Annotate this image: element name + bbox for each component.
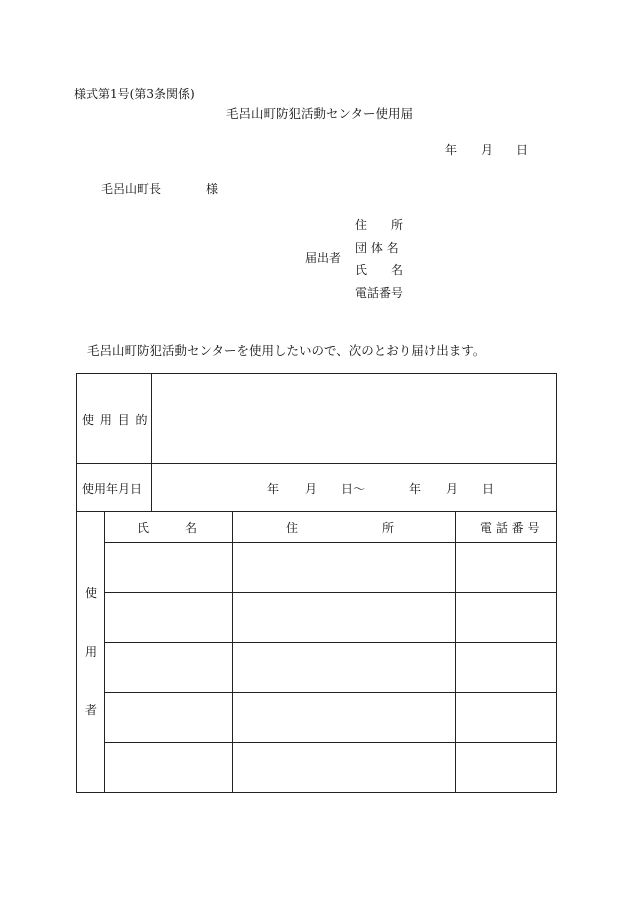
column-header-address: 住 所: [286, 521, 395, 535]
table-vline: [104, 511, 105, 792]
users-label-char: 者: [85, 703, 98, 717]
user-row-1-address[interactable]: [234, 544, 454, 591]
addressee-honorific: 様: [206, 182, 219, 196]
table-hline: [104, 542, 556, 543]
usage-table: [76, 373, 557, 793]
date-range-day-start: 日〜: [341, 482, 366, 496]
user-row-1-name[interactable]: [106, 544, 231, 591]
users-label-char: 使: [85, 586, 98, 600]
applicant-field-group-name: 団 体 名: [355, 241, 399, 255]
user-row-5-address[interactable]: [234, 744, 454, 791]
date-range-month-start: 月: [305, 482, 318, 496]
table-hline: [104, 592, 556, 593]
date-month-label: 月: [481, 143, 494, 157]
user-row-4-address[interactable]: [234, 694, 454, 741]
table-hline: [77, 463, 556, 464]
date-range-day-end: 日: [482, 482, 495, 496]
document-title: 毛呂山町防犯活動センター使用届: [226, 106, 414, 121]
purpose-value-field[interactable]: [153, 376, 553, 461]
table-hline: [77, 511, 556, 512]
table-hline: [104, 742, 556, 743]
date-range-year-start: 年: [267, 482, 280, 496]
purpose-label: 使 用 目 的: [82, 413, 149, 427]
user-row-2-phone[interactable]: [457, 594, 555, 641]
table-hline: [104, 692, 556, 693]
table-hline: [104, 642, 556, 643]
table-vline: [455, 511, 456, 792]
user-row-4-phone[interactable]: [457, 694, 555, 741]
user-row-3-name[interactable]: [106, 644, 231, 691]
applicant-field-name: 氏 名: [355, 263, 404, 277]
user-row-1-phone[interactable]: [457, 544, 555, 591]
table-vline: [151, 374, 152, 511]
user-row-2-address[interactable]: [234, 594, 454, 641]
users-label-char: 用: [85, 645, 98, 659]
user-row-5-name[interactable]: [106, 744, 231, 791]
date-year-label: 年: [445, 143, 458, 157]
user-row-3-phone[interactable]: [457, 644, 555, 691]
date-range-year-end: 年: [409, 482, 422, 496]
user-row-5-phone[interactable]: [457, 744, 555, 791]
applicant-field-phone: 電話番号: [355, 286, 404, 300]
statement-text: 毛呂山町防犯活動センターを使用したいので、次のとおり届け出ます。: [87, 343, 486, 358]
user-row-3-address[interactable]: [234, 644, 454, 691]
user-row-4-name[interactable]: [106, 694, 231, 741]
applicant-label: 届出者: [305, 251, 342, 265]
applicant-field-address: 住 所: [355, 218, 404, 232]
date-day-label: 日: [516, 143, 529, 157]
addressee-name: 毛呂山町長: [101, 182, 162, 196]
table-vline: [232, 511, 233, 792]
user-row-2-name[interactable]: [106, 594, 231, 641]
date-range-label: 使用年月日: [82, 482, 143, 496]
column-header-name: 氏 名: [137, 521, 198, 535]
form-number: 様式第1号(第3条関係): [74, 87, 195, 101]
column-header-phone: 電 話 番 号: [480, 521, 540, 535]
date-range-month-end: 月: [446, 482, 459, 496]
